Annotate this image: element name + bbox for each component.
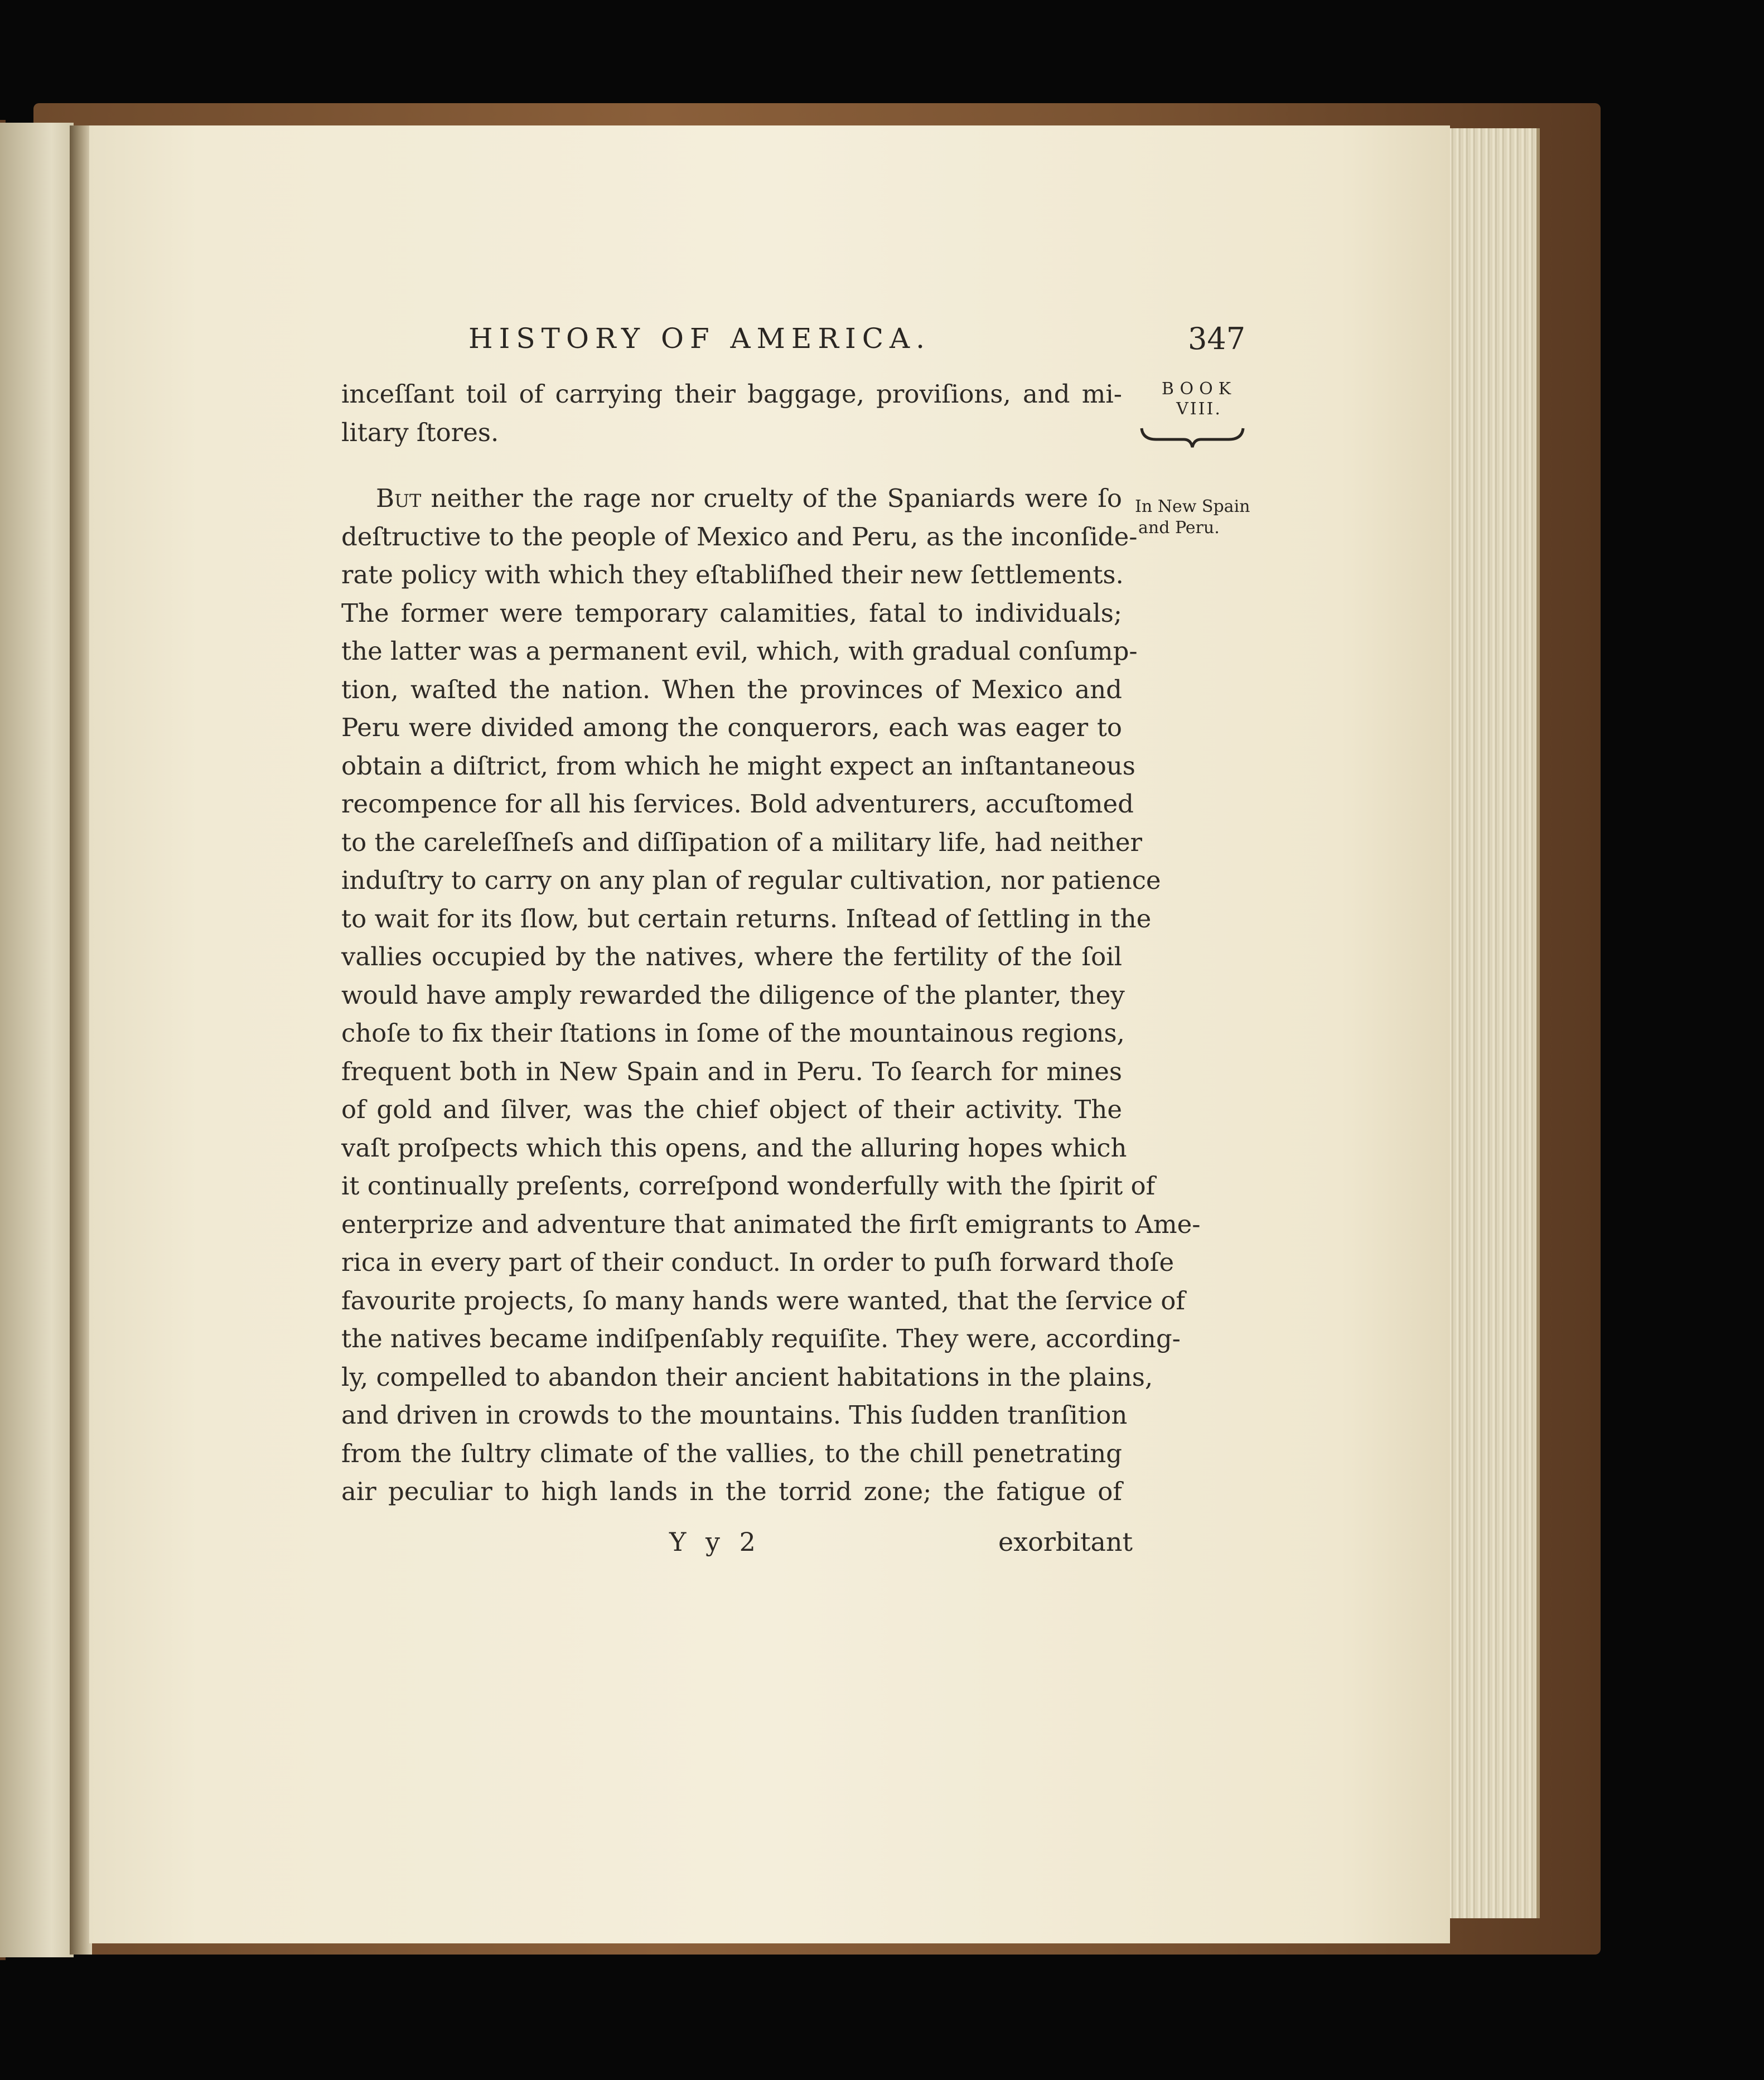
margin-book-volume: VIII. — [1176, 399, 1222, 419]
signature-mark: Y y 2 — [669, 1527, 761, 1557]
margin-note-line: and Peru. — [1138, 518, 1220, 538]
text-line: induſtry to carry on any plan of regular cultivation, nor patience — [341, 865, 1161, 895]
margin-note-line: In New Spain — [1135, 497, 1250, 516]
page-edges — [1447, 128, 1540, 1918]
text-line: deſtructive to the people of Mexico and Peru, as the inconſide- — [341, 521, 1138, 552]
text-line: vallies occupied by the natives, where the fertility of the ſoil — [341, 942, 1122, 971]
text-line: obtain a diſtrict, from which he might expect an inſtantaneous — [341, 751, 1135, 781]
text-line: air peculiar to high lands in the torrid zone; the fatigue of — [341, 1477, 1122, 1506]
text-line: vaſt proſpects which this opens, and the alluring hopes which — [341, 1133, 1127, 1163]
text-line: rate policy with which they eſtabliſhed their new ſettlements. — [341, 560, 1124, 589]
text-line: rica in every part of their conduct. In order to puſh forward thoſe — [341, 1247, 1175, 1277]
text-line: the natives became indiſpenſably requiſite. They were, according- — [341, 1324, 1181, 1353]
facing-page — [0, 123, 74, 1957]
text-line: it continually preſents, correſpond wonderfully with the ſpirit of — [341, 1171, 1156, 1201]
margin-book-label — [1143, 379, 1255, 419]
text-line: choſe to fix their ſtations in ſome of the mountainous regions, — [341, 1018, 1125, 1048]
text-line: The former were temporary calamities, fatal to individuals; — [341, 598, 1122, 628]
text-line: to wait for its ſlow, but certain returns. Inſtead of ſettling in the — [341, 903, 1152, 933]
text-line: of gold and ſilver, was the chief object of their activity. The — [341, 1095, 1122, 1124]
text-line: Peru were divided among the conquerors, each was eager to — [341, 713, 1122, 742]
margin-book-word: BOOK — [1161, 379, 1237, 399]
brace-ornament — [1139, 425, 1245, 453]
text-line: frequent both in New Spain and in Peru. To ſearch for mines — [341, 1056, 1122, 1086]
text-line: recompence for all his ſervices. Bold adventurers, accuſtomed — [341, 789, 1134, 819]
catchword: exorbitant — [998, 1527, 1133, 1557]
running-head: HISTORY OF AMERICA. — [468, 322, 931, 355]
text-line: and driven in crowds to the mountains. This ſudden tranſition — [341, 1400, 1128, 1430]
text-line: would have amply rewarded the diligence of the planter, they — [341, 980, 1125, 1010]
text-line: from the ſultry climate of the vallies, to the chill penetrating — [341, 1438, 1122, 1468]
drop-word: But — [376, 483, 422, 513]
margin-note — [1135, 496, 1263, 539]
text-line: favourite projects, ſo many hands were wanted, that the ſervice of — [341, 1285, 1185, 1315]
text-line: tion, waſted the nation. When the provinces of Mexico and — [341, 674, 1122, 704]
paragraph-gap — [341, 452, 1122, 480]
book-gutter — [70, 125, 92, 1955]
text-line: litary ſtores. — [341, 417, 499, 447]
text-line: the latter was a permanent evil, which, with gradual conſump- — [341, 636, 1138, 666]
page-number: 347 — [1188, 321, 1246, 356]
text-line: to the careleſſneſs and diſſipation of a military life, had neither — [341, 827, 1142, 857]
text-line: enterprize and adventure that animated the firſt emigrants to Ame- — [341, 1209, 1201, 1239]
text-line: inceſſant toil of carrying their baggage, proviſions, and mi- — [341, 379, 1122, 409]
text-line-first — [341, 480, 1122, 518]
text-line: ly, compelled to abandon their ancient habitations in the plains, — [341, 1362, 1153, 1392]
first-line-rest: neither the rage nor cruelty of the Spaniards were ſo — [421, 483, 1122, 513]
